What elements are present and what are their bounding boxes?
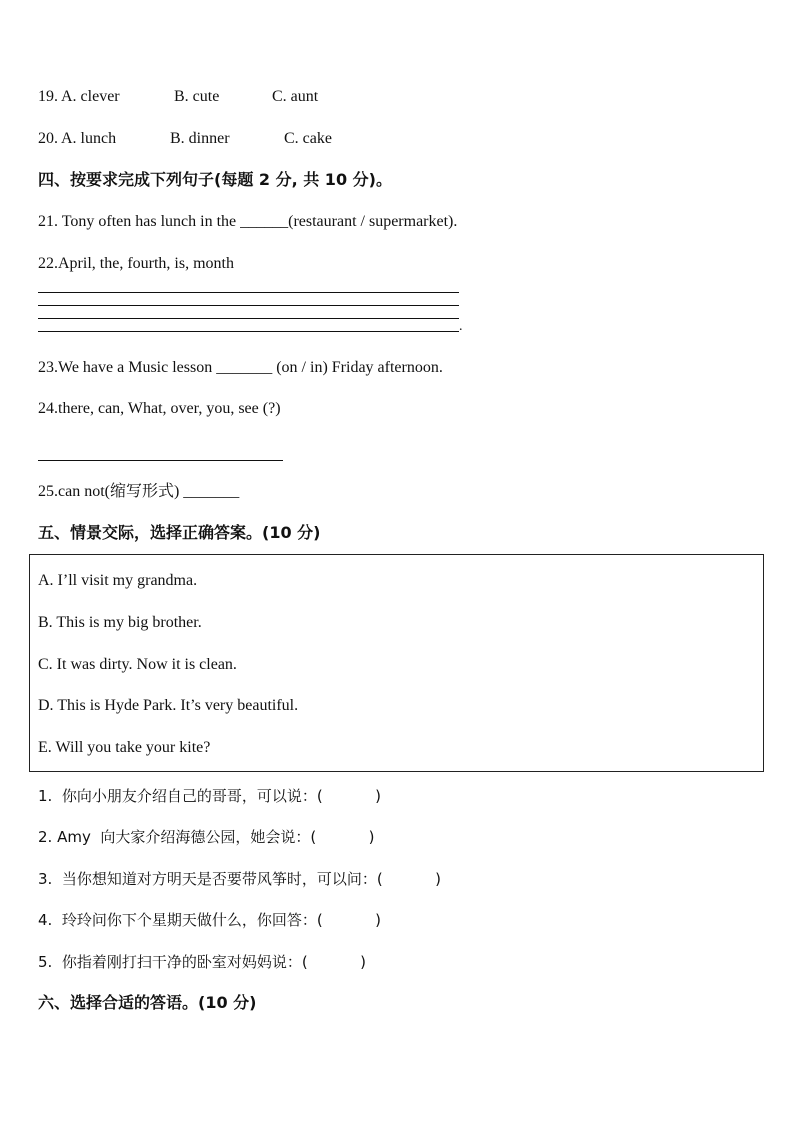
question-22: 22.April, the, fourth, is, month: [38, 255, 234, 272]
option-e: E. Will you take your kite?: [38, 739, 211, 756]
dialogue-question-3: 3. 当你想知道对方明天是否要带风筝时，可以问：( ): [38, 870, 442, 888]
option-d: D. This is Hyde Park. It’s very beautiful.: [38, 697, 299, 714]
section-4-title: 四、按要求完成下列句子(每题 2 分, 共 10 分)。: [38, 170, 392, 189]
question-23: 23.We have a Music lesson _______ (on / in) Friday afternoon.: [38, 359, 443, 376]
option-a: A. lunch: [61, 130, 117, 147]
option-a: A. clever: [61, 88, 120, 105]
option-b: B. cute: [174, 88, 220, 105]
option-b: B. This is my big brother.: [38, 614, 202, 631]
options-box: [29, 554, 764, 772]
question-24: 24.there, can, What, over, you, see (?): [38, 400, 281, 417]
section-6-title: 六、选择合适的答语。(10 分): [38, 993, 257, 1012]
dialogue-question-2: 2. Amy 向大家介绍海德公园，她会说：( ): [38, 828, 375, 846]
question-number: 19.: [38, 88, 58, 105]
question-number: 20.: [38, 130, 58, 147]
option-c: C. cake: [284, 130, 332, 147]
answer-line: [38, 331, 459, 332]
option-a: A. I’ll visit my grandma.: [38, 572, 198, 589]
answer-line: [38, 305, 459, 306]
option-c: C. aunt: [272, 88, 319, 105]
question-21: 21. Tony often has lunch in the ______(restaurant / supermarket).: [38, 213, 458, 230]
question-19: [38, 87, 438, 107]
option-c: C. It was dirty. Now it is clean.: [38, 656, 237, 673]
dialogue-question-1: 1. 你向小朋友介绍自己的哥哥，可以说：( ): [38, 787, 382, 805]
answer-line: [38, 460, 283, 461]
answer-end-period: .: [459, 319, 463, 334]
answer-line: [38, 318, 459, 319]
question-20: [38, 129, 438, 149]
dialogue-question-4: 4. 玲玲问你下个星期天做什么，你回答：( ): [38, 911, 382, 929]
answer-line: [38, 292, 459, 293]
dialogue-question-5: 5. 你指着刚打扫干净的卧室对妈妈说：( ): [38, 953, 367, 971]
question-25: 25.can not(缩写形式) _______: [38, 483, 240, 500]
section-5-title: 五、情景交际，选择正确答案。(10 分): [38, 523, 321, 542]
option-b: B. dinner: [170, 130, 230, 147]
